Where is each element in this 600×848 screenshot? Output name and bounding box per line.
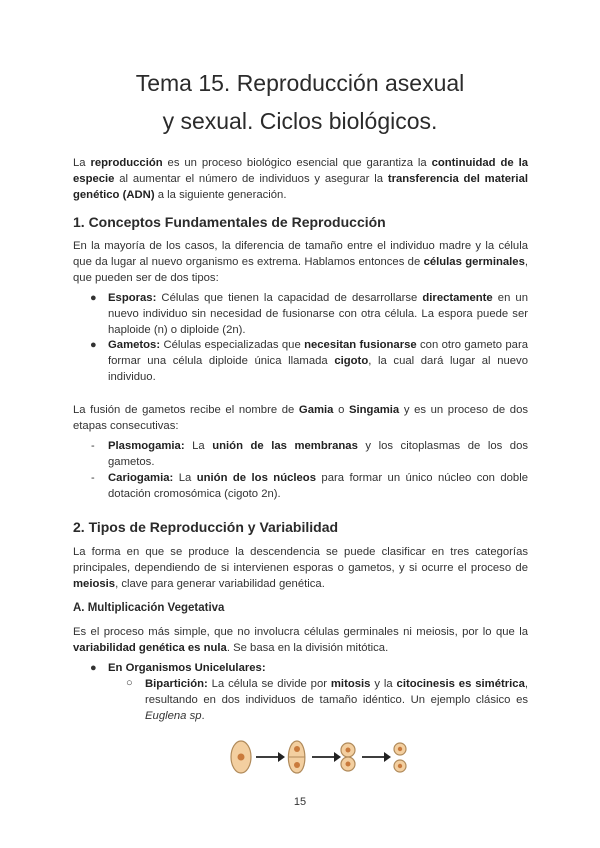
list-item-biparticion: Bipartición: La célula se divide por mitosis y la citocinesis es simétrica, resultando en dos individuos de tamaño idéntico. Un ejemplo clásico es Euglena sp. [145, 678, 528, 723]
list-item-gametos: Gametos: Células especializadas que necesitan fusionarse con otro gameto para formar una célula diploide única llamada cigoto, la cual dará lugar al nuevo individuo. [108, 339, 529, 384]
bullet-icon: ● [90, 662, 97, 674]
list-item-cariogamia: Cariogamia: La unión de los núcleos para formar un único núcleo con doble dotación cromosómica (cigoto 2n). [108, 472, 528, 501]
section-2-paragraph: La forma en que se produce la descendencia se puede clasificar en tres categorías principales, dependiendo de si intervienen esporas o gametos, y si ocurre el proceso de meiosis, clave para generar variabilidad genética. [73, 546, 528, 591]
list-item-unicelulares: En Organismos Unicelulares: [108, 662, 266, 674]
dash-icon: - [91, 440, 95, 452]
dividing-cell [288, 741, 305, 773]
separating-cells [341, 743, 355, 771]
arrow-icon [362, 752, 391, 762]
list-item-esporas: Esporas: Células que tienen la capacidad de desarrollarse directamente en un nuevo individuo sin necesidad de fusionarse con otra célula. La espora puede ser haploide (n) o diploide (2n). [108, 292, 528, 337]
daughter-cells [394, 743, 406, 772]
dash-icon: - [91, 472, 95, 484]
binary-fission-diagram [230, 737, 410, 781]
title-line-1: Tema 15. Reproducción asexual [135, 70, 465, 96]
section-1-heading: 1. Conceptos Fundamentales de Reproducción [73, 214, 386, 230]
subsection-a-heading: A. Multiplicación Vegetativa [73, 602, 225, 614]
title-line-2: y sexual. Ciclos biológicos. [162, 108, 438, 134]
arrow-icon [312, 752, 341, 762]
circle-bullet-icon: ○ [126, 677, 133, 689]
page-number: 15 [293, 796, 307, 808]
arrow-icon [256, 752, 285, 762]
section-1-paragraph: En la mayoría de los casos, la diferencia de tamaño entre el individuo madre y la célula que da lugar al nuevo organismo es extrema. Hablamos entonces de células germinales, que pueden ser de dos tipos: [73, 240, 528, 285]
section-2-heading: 2. Tipos de Reproducción y Variabilidad [73, 519, 339, 535]
subsection-a-paragraph: Es el proceso más simple, que no involucra células germinales ni meiosis, por lo que la variabilidad genética es nula. Se basa en la división mitótica. [73, 626, 528, 655]
mother-cell [231, 741, 251, 773]
intro-paragraph: La reproducción es un proceso biológico esencial que garantiza la continuidad de la especie al aumentar el número de individuos y asegurar la transferencia del material genético (ADN) a la siguiente generación. [73, 157, 528, 202]
bullet-icon: ● [90, 339, 97, 351]
list-item-plasmogamia: Plasmogamia: La unión de las membranas y los citoplasmas de los dos gametos. [108, 440, 528, 469]
bullet-icon: ● [90, 292, 97, 304]
gamia-paragraph: La fusión de gametos recibe el nombre de Gamia o Singamia y es un proceso de dos etapas consecutivas: [73, 404, 528, 433]
